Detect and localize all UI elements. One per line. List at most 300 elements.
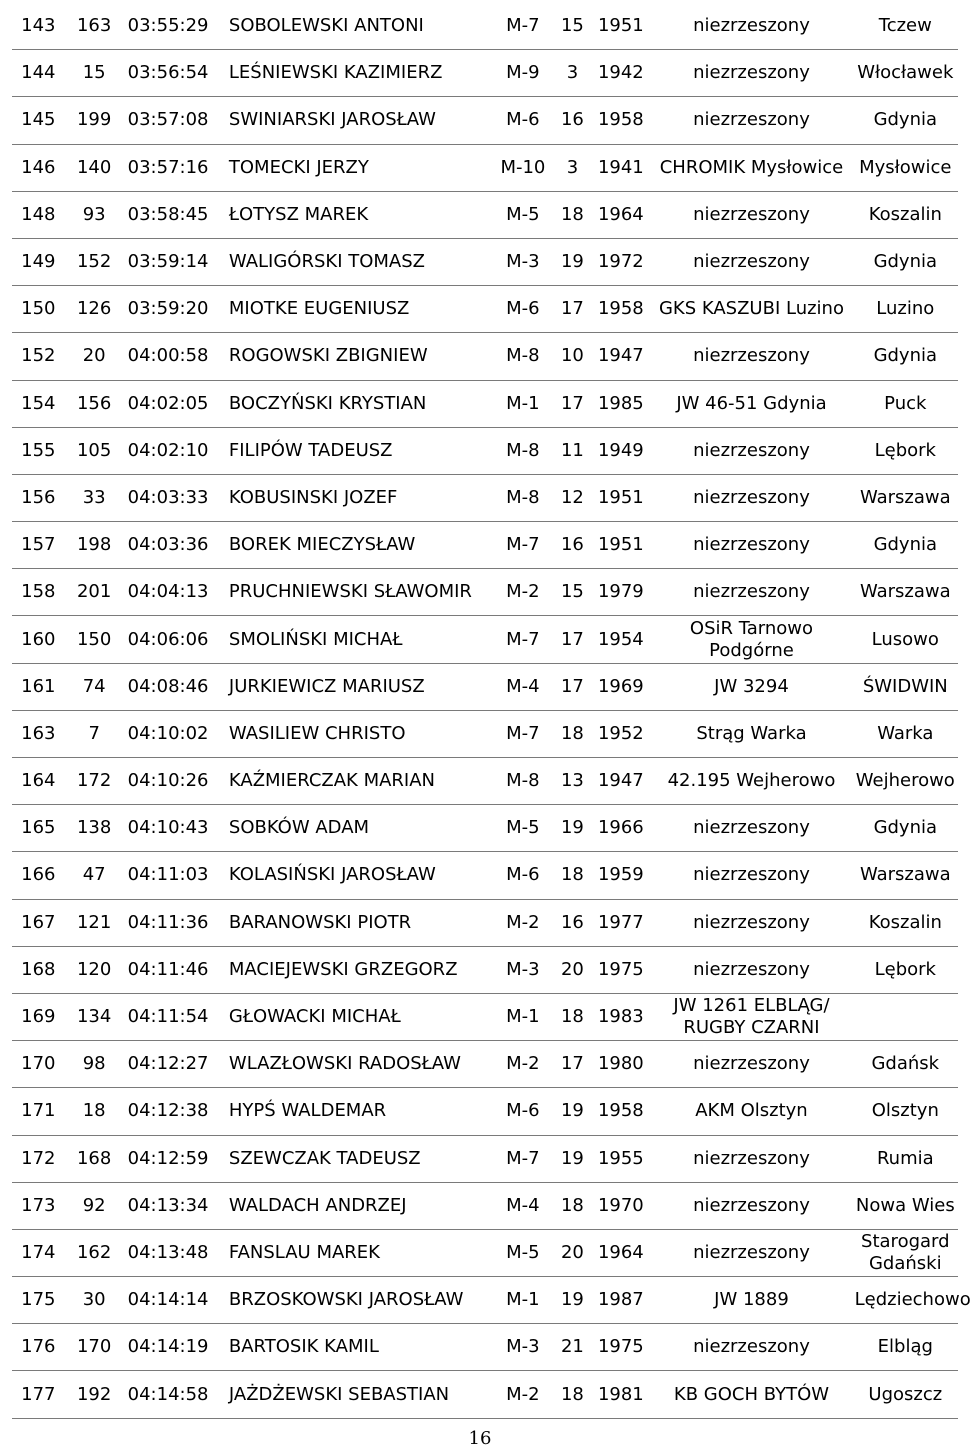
city-cell: Rumia [853, 1135, 958, 1182]
birth-year-cell: 1975 [591, 946, 650, 993]
table-row [12, 380, 958, 427]
club-cell: JW 46-51 Gdynia [650, 380, 852, 427]
time-cell: 04:14:58 [124, 1371, 227, 1418]
place-cell: 156 [12, 474, 65, 521]
table-row [12, 3, 958, 50]
name-cell: FANSLAU MAREK [227, 1229, 492, 1276]
birth-year-cell: 1964 [591, 191, 650, 238]
category-cell: M-10 [492, 144, 553, 191]
place-cell: 176 [12, 1324, 65, 1371]
category-cell: M-8 [492, 333, 553, 380]
club-cell: niezrzeszony [650, 238, 852, 285]
birth-year-cell: 1959 [591, 852, 650, 899]
category-place-cell: 17 [553, 1041, 591, 1088]
category-cell: M-6 [492, 286, 553, 333]
city-cell: Nowa Wies [853, 1182, 958, 1229]
results-table [12, 3, 971, 1419]
start-number-cell: 92 [65, 1182, 124, 1229]
table-row [12, 710, 958, 757]
name-cell: SZEWCZAK TADEUSZ [227, 1135, 492, 1182]
place-cell: 145 [12, 97, 65, 144]
category-place-cell: 17 [553, 286, 591, 333]
club-cell: niezrzeszony [650, 97, 852, 144]
place-cell: 167 [12, 899, 65, 946]
category-cell: M-1 [492, 993, 553, 1040]
city-cell: Lusowo [853, 616, 958, 663]
category-cell: M-2 [492, 1041, 553, 1088]
name-cell: BOREK MIECZYSŁAW [227, 522, 492, 569]
category-place-cell: 3 [553, 144, 591, 191]
name-cell: ROGOWSKI ZBIGNIEW [227, 333, 492, 380]
city-cell: ŚWIDWIN [853, 663, 958, 710]
category-place-cell: 20 [553, 1229, 591, 1276]
name-cell: KOBUSINSKI JOZEF [227, 474, 492, 521]
place-cell: 174 [12, 1229, 65, 1276]
birth-year-cell: 1941 [591, 144, 650, 191]
time-cell: 04:03:33 [124, 474, 227, 521]
name-cell: TOMECKI JERZY [227, 144, 492, 191]
place-cell: 146 [12, 144, 65, 191]
category-place-cell: 18 [553, 710, 591, 757]
time-cell: 04:04:13 [124, 569, 227, 616]
club-cell: niezrzeszony [650, 852, 852, 899]
category-place-cell: 17 [553, 616, 591, 663]
start-number-cell: 93 [65, 191, 124, 238]
place-cell: 172 [12, 1135, 65, 1182]
city-cell: Olsztyn [853, 1088, 958, 1135]
place-cell: 171 [12, 1088, 65, 1135]
club-cell: niezrzeszony [650, 946, 852, 993]
table-row [12, 1135, 958, 1182]
city-cell: Gdańsk [853, 1041, 958, 1088]
time-cell: 04:11:03 [124, 852, 227, 899]
start-number-cell: 156 [65, 380, 124, 427]
category-cell: M-2 [492, 1371, 553, 1418]
category-cell: M-4 [492, 663, 553, 710]
table-row [12, 1182, 958, 1229]
time-cell: 04:02:05 [124, 380, 227, 427]
table-row [12, 852, 958, 899]
city-cell: Gdynia [853, 238, 958, 285]
category-cell: M-5 [492, 191, 553, 238]
table-row [12, 616, 958, 663]
category-place-cell: 17 [553, 663, 591, 710]
birth-year-cell: 1947 [591, 758, 650, 805]
time-cell: 03:59:20 [124, 286, 227, 333]
table-row [12, 1041, 958, 1088]
club-cell: niezrzeszony [650, 474, 852, 521]
start-number-cell: 150 [65, 616, 124, 663]
place-cell: 166 [12, 852, 65, 899]
start-number-cell: 162 [65, 1229, 124, 1276]
time-cell: 04:00:58 [124, 333, 227, 380]
birth-year-cell: 1979 [591, 569, 650, 616]
category-place-cell: 18 [553, 993, 591, 1040]
birth-year-cell: 1949 [591, 427, 650, 474]
place-cell: 161 [12, 663, 65, 710]
birth-year-cell: 1981 [591, 1371, 650, 1418]
club-cell: Strąg Warka [650, 710, 852, 757]
name-cell: WLAZŁOWSKI RADOSŁAW [227, 1041, 492, 1088]
category-cell: M-3 [492, 1324, 553, 1371]
start-number-cell: 152 [65, 238, 124, 285]
club-cell: niezrzeszony [650, 805, 852, 852]
name-cell: HYPŚ WALDEMAR [227, 1088, 492, 1135]
city-cell: Gdynia [853, 97, 958, 144]
table-row [12, 1371, 958, 1418]
table-row [12, 144, 958, 191]
name-cell: SOBKÓW ADAM [227, 805, 492, 852]
table-row [12, 1229, 958, 1276]
table-row [12, 993, 958, 1040]
category-place-cell: 20 [553, 946, 591, 993]
name-cell: PRUCHNIEWSKI SŁAWOMIR [227, 569, 492, 616]
city-cell: Elbląg [853, 1324, 958, 1371]
table-row [12, 522, 958, 569]
time-cell: 04:12:38 [124, 1088, 227, 1135]
club-cell: niezrzeszony [650, 522, 852, 569]
club-cell: 42.195 Wejherowo [650, 758, 852, 805]
place-cell: 165 [12, 805, 65, 852]
birth-year-cell: 1964 [591, 1229, 650, 1276]
category-place-cell: 19 [553, 238, 591, 285]
birth-year-cell: 1977 [591, 899, 650, 946]
table-row [12, 1324, 958, 1371]
place-cell: 158 [12, 569, 65, 616]
start-number-cell: 105 [65, 427, 124, 474]
time-cell: 04:10:26 [124, 758, 227, 805]
name-cell: ŁOTYSZ MAREK [227, 191, 492, 238]
start-number-cell: 199 [65, 97, 124, 144]
city-cell: Koszalin [853, 191, 958, 238]
category-cell: M-2 [492, 899, 553, 946]
place-cell: 168 [12, 946, 65, 993]
place-cell: 177 [12, 1371, 65, 1418]
place-cell: 160 [12, 616, 65, 663]
category-place-cell: 18 [553, 191, 591, 238]
name-cell: LEŚNIEWSKI KAZIMIERZ [227, 50, 492, 97]
club-cell: CHROMIK Mysłowice [650, 144, 852, 191]
category-cell: M-7 [492, 1135, 553, 1182]
table-row [12, 50, 958, 97]
start-number-cell: 18 [65, 1088, 124, 1135]
category-cell: M-7 [492, 616, 553, 663]
name-cell: GŁOWACKI MICHAŁ [227, 993, 492, 1040]
category-place-cell: 15 [553, 569, 591, 616]
birth-year-cell: 1983 [591, 993, 650, 1040]
birth-year-cell: 1951 [591, 474, 650, 521]
city-cell [853, 993, 958, 1040]
birth-year-cell: 1975 [591, 1324, 650, 1371]
club-cell: niezrzeszony [650, 1229, 852, 1276]
category-cell: M-5 [492, 805, 553, 852]
name-cell: WASILIEW CHRISTO [227, 710, 492, 757]
start-number-cell: 198 [65, 522, 124, 569]
time-cell: 03:58:45 [124, 191, 227, 238]
birth-year-cell: 1958 [591, 286, 650, 333]
time-cell: 03:59:14 [124, 238, 227, 285]
time-cell: 04:12:59 [124, 1135, 227, 1182]
club-cell: KB GOCH BYTÓW [650, 1371, 852, 1418]
page-number: 16 [468, 1428, 492, 1449]
table-row [12, 569, 958, 616]
club-cell: AKM Olsztyn [650, 1088, 852, 1135]
city-cell: Puck [853, 380, 958, 427]
table-row [12, 758, 958, 805]
name-cell: SMOLIŃSKI MICHAŁ [227, 616, 492, 663]
time-cell: 04:08:46 [124, 663, 227, 710]
table-row [12, 474, 958, 521]
table-row [12, 899, 958, 946]
category-cell: M-1 [492, 380, 553, 427]
start-number-cell: 168 [65, 1135, 124, 1182]
category-cell: M-6 [492, 1088, 553, 1135]
category-place-cell: 16 [553, 522, 591, 569]
birth-year-cell: 1951 [591, 522, 650, 569]
name-cell: BARTOSIK KAMIL [227, 1324, 492, 1371]
city-cell: Warszawa [853, 569, 958, 616]
birth-year-cell: 1952 [591, 710, 650, 757]
place-cell: 163 [12, 710, 65, 757]
city-cell: Warszawa [853, 474, 958, 521]
time-cell: 04:11:46 [124, 946, 227, 993]
club-cell: niezrzeszony [650, 3, 852, 50]
birth-year-cell: 1947 [591, 333, 650, 380]
table-row [12, 427, 958, 474]
birth-year-cell: 1987 [591, 1277, 650, 1324]
place-cell: 149 [12, 238, 65, 285]
table-row [12, 191, 958, 238]
category-place-cell: 18 [553, 852, 591, 899]
place-cell: 144 [12, 50, 65, 97]
start-number-cell: 192 [65, 1371, 124, 1418]
name-cell: WALDACH ANDRZEJ [227, 1182, 492, 1229]
start-number-cell: 172 [65, 758, 124, 805]
name-cell: BOCZYŃSKI KRYSTIAN [227, 380, 492, 427]
birth-year-cell: 1985 [591, 380, 650, 427]
category-place-cell: 21 [553, 1324, 591, 1371]
time-cell: 04:11:36 [124, 899, 227, 946]
city-cell: Luzino [853, 286, 958, 333]
time-cell: 04:14:19 [124, 1324, 227, 1371]
table-row [12, 286, 958, 333]
time-cell: 04:10:43 [124, 805, 227, 852]
place-cell: 169 [12, 993, 65, 1040]
name-cell: BRZOSKOWSKI JAROSŁAW [227, 1277, 492, 1324]
club-cell: JW 1889 [650, 1277, 852, 1324]
category-place-cell: 11 [553, 427, 591, 474]
category-cell: M-6 [492, 97, 553, 144]
club-cell: JW 1261 ELBLĄG/ RUGBY CZARNI [650, 993, 852, 1040]
start-number-cell: 98 [65, 1041, 124, 1088]
city-cell: Gdynia [853, 522, 958, 569]
place-cell: 175 [12, 1277, 65, 1324]
start-number-cell: 140 [65, 144, 124, 191]
birth-year-cell: 1954 [591, 616, 650, 663]
category-place-cell: 19 [553, 1135, 591, 1182]
place-cell: 150 [12, 286, 65, 333]
city-cell: Warszawa [853, 852, 958, 899]
start-number-cell: 170 [65, 1324, 124, 1371]
name-cell: MIOTKE EUGENIUSZ [227, 286, 492, 333]
birth-year-cell: 1958 [591, 1088, 650, 1135]
time-cell: 04:14:14 [124, 1277, 227, 1324]
name-cell: JURKIEWICZ MARIUSZ [227, 663, 492, 710]
category-place-cell: 19 [553, 1088, 591, 1135]
city-cell: Starogard Gdański [853, 1229, 958, 1276]
city-cell: Lębork [853, 946, 958, 993]
birth-year-cell: 1972 [591, 238, 650, 285]
table-row [12, 805, 958, 852]
place-cell: 170 [12, 1041, 65, 1088]
category-cell: M-5 [492, 1229, 553, 1276]
name-cell: WALIGÓRSKI TOMASZ [227, 238, 492, 285]
place-cell: 173 [12, 1182, 65, 1229]
start-number-cell: 33 [65, 474, 124, 521]
time-cell: 03:56:54 [124, 50, 227, 97]
category-place-cell: 3 [553, 50, 591, 97]
birth-year-cell: 1969 [591, 663, 650, 710]
birth-year-cell: 1980 [591, 1041, 650, 1088]
time-cell: 04:13:48 [124, 1229, 227, 1276]
city-cell: Ugoszcz [853, 1371, 958, 1418]
club-cell: niezrzeszony [650, 1182, 852, 1229]
city-cell: Koszalin [853, 899, 958, 946]
club-cell: OSiR Tarnowo Podgórne [650, 616, 852, 663]
start-number-cell: 121 [65, 899, 124, 946]
category-cell: M-3 [492, 946, 553, 993]
category-cell: M-8 [492, 427, 553, 474]
start-number-cell: 74 [65, 663, 124, 710]
start-number-cell: 47 [65, 852, 124, 899]
category-place-cell: 16 [553, 899, 591, 946]
category-cell: M-2 [492, 569, 553, 616]
club-cell: niezrzeszony [650, 1135, 852, 1182]
club-cell: niezrzeszony [650, 569, 852, 616]
category-cell: M-7 [492, 522, 553, 569]
place-cell: 154 [12, 380, 65, 427]
category-cell: M-3 [492, 238, 553, 285]
table-row [12, 97, 958, 144]
city-cell: Wejherowo [853, 758, 958, 805]
place-cell: 152 [12, 333, 65, 380]
time-cell: 04:13:34 [124, 1182, 227, 1229]
place-cell: 143 [12, 3, 65, 50]
time-cell: 04:03:36 [124, 522, 227, 569]
start-number-cell: 120 [65, 946, 124, 993]
category-cell: M-4 [492, 1182, 553, 1229]
city-cell: Mysłowice [853, 144, 958, 191]
category-place-cell: 17 [553, 380, 591, 427]
place-cell: 164 [12, 758, 65, 805]
city-cell: Gdynia [853, 333, 958, 380]
category-place-cell: 16 [553, 97, 591, 144]
name-cell: MACIEJEWSKI GRZEGORZ [227, 946, 492, 993]
start-number-cell: 163 [65, 3, 124, 50]
category-place-cell: 18 [553, 1371, 591, 1418]
club-cell: niezrzeszony [650, 333, 852, 380]
club-cell: niezrzeszony [650, 1041, 852, 1088]
place-cell: 157 [12, 522, 65, 569]
category-cell: M-7 [492, 3, 553, 50]
category-place-cell: 19 [553, 1277, 591, 1324]
birth-year-cell: 1970 [591, 1182, 650, 1229]
category-place-cell: 18 [553, 1182, 591, 1229]
start-number-cell: 30 [65, 1277, 124, 1324]
name-cell: SOBOLEWSKI ANTONI [227, 3, 492, 50]
birth-year-cell: 1951 [591, 3, 650, 50]
club-cell: niezrzeszony [650, 427, 852, 474]
table-row [12, 663, 958, 710]
category-cell: M-6 [492, 852, 553, 899]
category-place-cell: 19 [553, 805, 591, 852]
club-cell: niezrzeszony [650, 1324, 852, 1371]
place-cell: 148 [12, 191, 65, 238]
club-cell: JW 3294 [650, 663, 852, 710]
club-cell: GKS KASZUBI Luzino [650, 286, 852, 333]
city-cell: Lębork [853, 427, 958, 474]
table-row [12, 1277, 958, 1324]
club-cell: niezrzeszony [650, 899, 852, 946]
time-cell: 03:55:29 [124, 3, 227, 50]
start-number-cell: 15 [65, 50, 124, 97]
start-number-cell: 201 [65, 569, 124, 616]
city-cell: Warka [853, 710, 958, 757]
category-cell: M-9 [492, 50, 553, 97]
time-cell: 04:02:10 [124, 427, 227, 474]
category-place-cell: 12 [553, 474, 591, 521]
name-cell: FILIPÓW TADEUSZ [227, 427, 492, 474]
name-cell: SWINIARSKI JAROSŁAW [227, 97, 492, 144]
category-cell: M-7 [492, 710, 553, 757]
city-cell: Lędziechowo [853, 1277, 958, 1324]
category-place-cell: 10 [553, 333, 591, 380]
birth-year-cell: 1955 [591, 1135, 650, 1182]
category-cell: M-1 [492, 1277, 553, 1324]
time-cell: 04:12:27 [124, 1041, 227, 1088]
city-cell: Tczew [853, 3, 958, 50]
city-cell: Gdynia [853, 805, 958, 852]
table-row [12, 1088, 958, 1135]
name-cell: KOLASIŃSKI JAROSŁAW [227, 852, 492, 899]
birth-year-cell: 1942 [591, 50, 650, 97]
start-number-cell: 7 [65, 710, 124, 757]
category-place-cell: 15 [553, 3, 591, 50]
time-cell: 04:06:06 [124, 616, 227, 663]
table-row [12, 946, 958, 993]
club-cell: niezrzeszony [650, 191, 852, 238]
name-cell: JAŻDŻEWSKI SEBASTIAN [227, 1371, 492, 1418]
category-cell: M-8 [492, 758, 553, 805]
city-cell: Włocławek [853, 50, 958, 97]
time-cell: 04:10:02 [124, 710, 227, 757]
table-row [12, 238, 958, 285]
time-cell: 04:11:54 [124, 993, 227, 1040]
birth-year-cell: 1966 [591, 805, 650, 852]
name-cell: BARANOWSKI PIOTR [227, 899, 492, 946]
time-cell: 03:57:08 [124, 97, 227, 144]
start-number-cell: 138 [65, 805, 124, 852]
place-cell: 155 [12, 427, 65, 474]
results-rows [12, 3, 971, 1418]
table-row [12, 333, 958, 380]
time-cell: 03:57:16 [124, 144, 227, 191]
birth-year-cell: 1958 [591, 97, 650, 144]
start-number-cell: 134 [65, 993, 124, 1040]
start-number-cell: 126 [65, 286, 124, 333]
category-cell: M-8 [492, 474, 553, 521]
category-place-cell: 13 [553, 758, 591, 805]
